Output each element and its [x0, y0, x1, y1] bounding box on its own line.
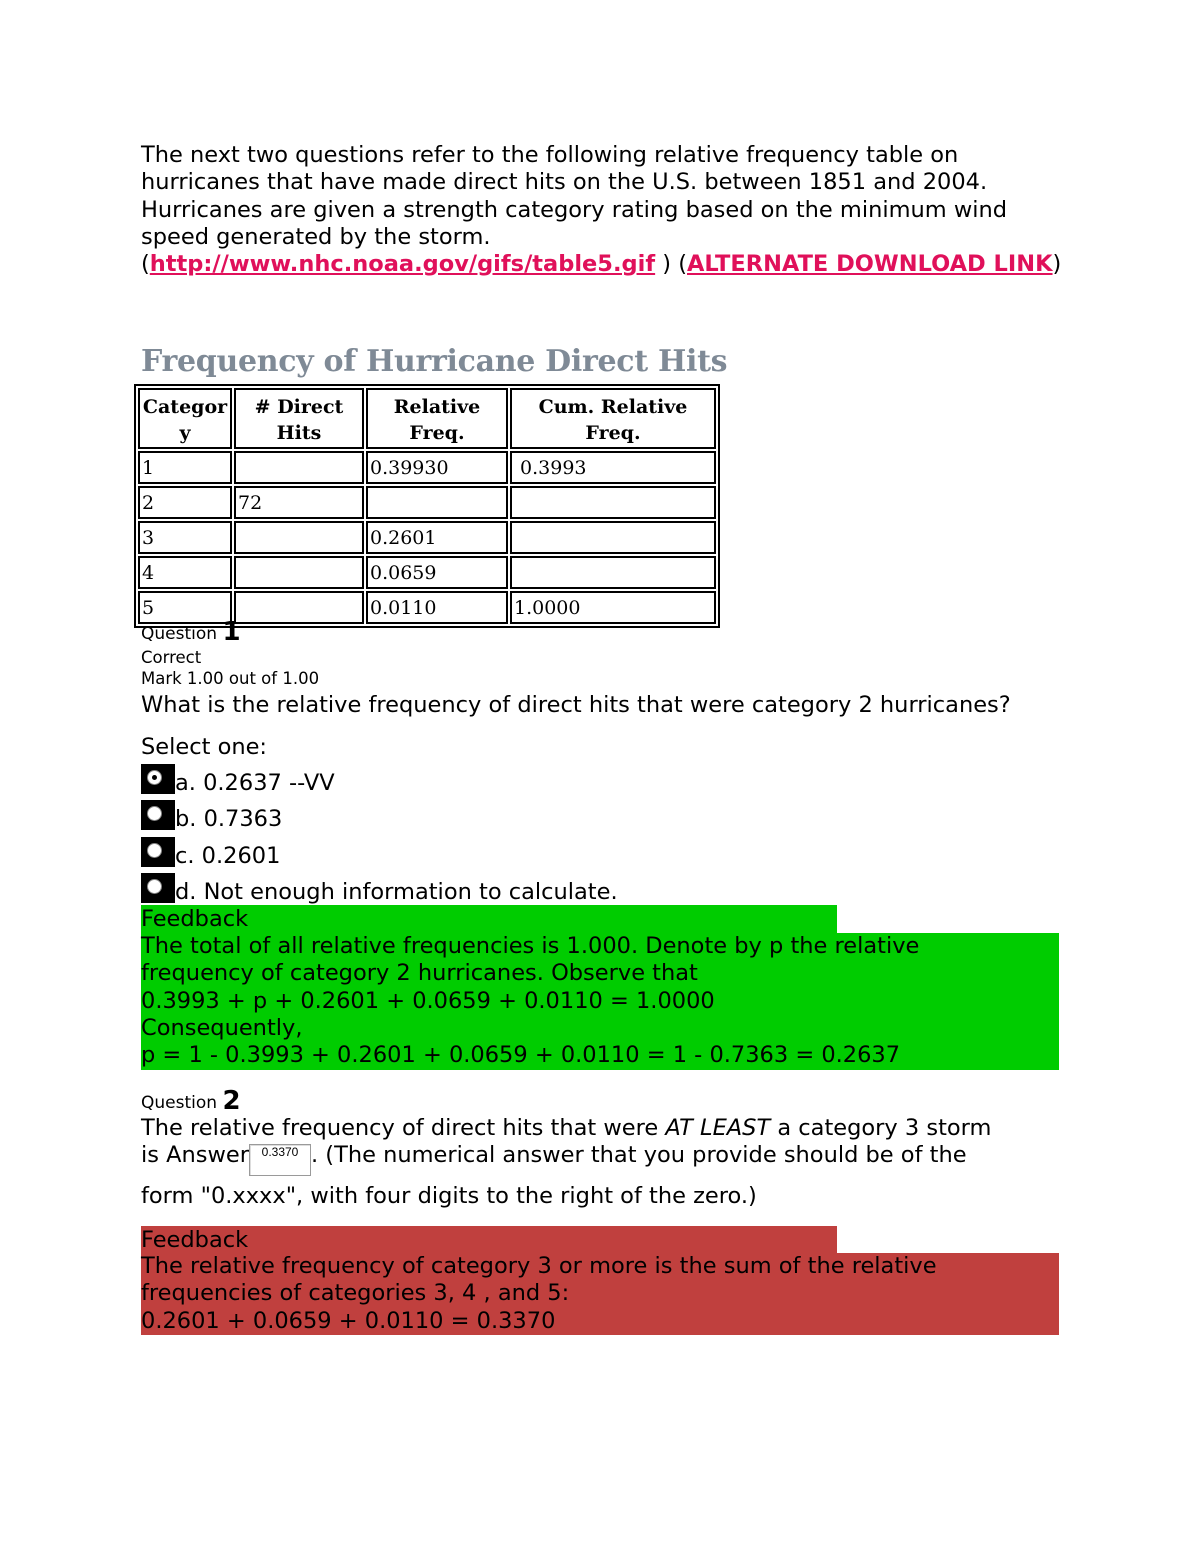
answer-suffix: . (The numerical answer that you provide should be of the — [311, 1142, 967, 1168]
intro-text: The next two questions refer to the following relative frequency table on hurricanes that have made direct hits on the U.S. between 1851 and 2004. Hurricanes are given a strength category rating based on the minimum wind speed generated by the storm. — [141, 142, 1008, 250]
table-cell: 72 — [234, 486, 364, 519]
feedback-2-body — [141, 1253, 1059, 1335]
option-label: c. 0.2601 — [175, 843, 281, 869]
table-cell — [366, 486, 508, 519]
table-cell: 0.0110 — [366, 591, 508, 624]
table-cell — [510, 486, 716, 519]
table-cell: 1 — [138, 451, 232, 484]
col-header-category: Categor y — [138, 388, 232, 449]
paren: ) ( — [655, 251, 687, 278]
question-2-format-note: form "0.xxxx", with four digits to the right of the zero.) — [141, 1183, 757, 1209]
table-cell — [510, 521, 716, 554]
feedback-line: frequency of category 2 hurricanes. Observe that — [141, 960, 698, 987]
feedback-line: frequencies of categories 3, 4 , and 5: — [141, 1280, 570, 1307]
table-row — [138, 556, 716, 589]
radio-button[interactable] — [141, 764, 175, 794]
radio-button[interactable] — [141, 800, 175, 830]
feedback-2-title: Feedback — [141, 1226, 837, 1254]
question-number: 2 — [222, 1086, 241, 1116]
question-text: The relative frequency of direct hits that were — [141, 1115, 666, 1141]
feedback-line: Consequently, — [141, 1014, 303, 1041]
table-cell: 0.2601 — [366, 521, 508, 554]
feedback-line: The relative frequency of category 3 or more is the sum of the relative — [141, 1253, 937, 1279]
col-header-direct-hits: # Direct Hits — [234, 388, 364, 449]
table-header-row — [138, 388, 716, 449]
question-number: 1 — [222, 617, 241, 647]
radio-button[interactable] — [141, 873, 175, 903]
feedback-1-title: Feedback — [141, 905, 837, 933]
option-d[interactable] — [141, 873, 618, 907]
select-one-label: Select one: — [141, 734, 268, 760]
question-1-text: What is the relative frequency of direct hits that were category 2 hurricanes? — [141, 692, 1011, 718]
question-2-heading — [141, 1086, 241, 1116]
feedback-line: p = 1 - 0.3993 + 0.2601 + 0.0659 + 0.0110 = 1 - 0.7363 = 0.2637 — [141, 1042, 901, 1069]
col-header-cum-relative-freq: Cum. Relative Freq. — [510, 388, 716, 449]
question-label: Question — [141, 624, 218, 644]
answer-prefix: is Answer — [141, 1142, 249, 1168]
question-2-answer-line — [141, 1142, 967, 1176]
question-1-mark: Mark 1.00 out of 1.00 — [141, 669, 320, 688]
feedback-line: The total of all relative frequencies is 1.000. Denote by p the relative — [141, 933, 920, 959]
question-1-status: Correct — [141, 648, 202, 667]
table-cell — [234, 451, 364, 484]
table-link[interactable]: http://www.nhc.noaa.gov/gifs/table5.gif — [149, 251, 656, 278]
feedback-line: 0.2601 + 0.0659 + 0.0110 = 0.3370 — [141, 1307, 556, 1334]
option-label: b. 0.7363 — [175, 806, 283, 832]
frequency-table — [134, 384, 720, 628]
question-label: Question — [141, 1093, 218, 1113]
table-cell — [234, 556, 364, 589]
question-2-text — [141, 1115, 991, 1142]
paren: ( — [141, 251, 150, 278]
option-label: a. 0.2637 --VV — [175, 770, 335, 796]
alternate-download-link[interactable]: ALTERNATE DOWNLOAD LINK — [687, 251, 1053, 278]
table-cell: 4 — [138, 556, 232, 589]
feedback-line: 0.3993 + p + 0.2601 + 0.0659 + 0.0110 = 1.0000 — [141, 987, 715, 1014]
table-cell: 1.0000 — [510, 591, 716, 624]
table-cell: 2 — [138, 486, 232, 519]
option-a[interactable] — [141, 764, 335, 798]
table-cell: 5 — [138, 591, 232, 624]
table-cell — [234, 521, 364, 554]
table-cell: 0.39930 — [366, 451, 508, 484]
option-c[interactable] — [141, 837, 280, 871]
paren: ) — [1052, 251, 1062, 278]
table-cell — [510, 556, 716, 589]
radio-button[interactable] — [141, 837, 175, 867]
question-1-heading — [141, 617, 241, 647]
emphasis: AT LEAST — [665, 1115, 771, 1141]
table-cell: 0.3993 — [510, 451, 716, 484]
table-cell: 0.0659 — [366, 556, 508, 589]
answer-input[interactable]: 0.3370 — [249, 1144, 311, 1176]
question-text: a category 3 storm — [770, 1115, 992, 1141]
option-b[interactable] — [141, 800, 282, 834]
table-title: Frequency of Hurricane Direct Hits — [141, 344, 728, 379]
table-cell — [234, 591, 364, 624]
table-row — [138, 486, 716, 519]
col-header-relative-freq: Relative Freq. — [366, 388, 508, 449]
table-cell: 3 — [138, 521, 232, 554]
intro-paragraph — [141, 142, 1071, 278]
option-label: d. Not enough information to calculate. — [175, 879, 618, 905]
feedback-1-body — [141, 933, 1059, 1070]
table-row — [138, 521, 716, 554]
table-row — [138, 451, 716, 484]
